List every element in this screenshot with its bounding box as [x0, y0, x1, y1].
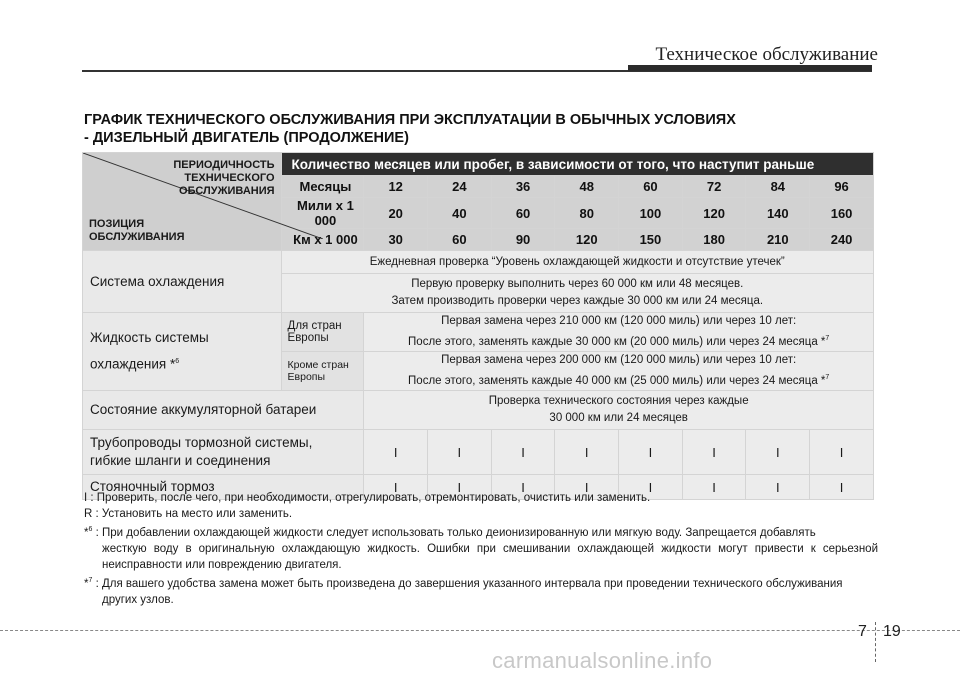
miles-row-label: Мили x 1 000: [281, 198, 364, 229]
coolant-europe-label: Для стран Европы: [281, 313, 364, 352]
corner-position-label: ПОЗИЦИЯ ОБСЛУЖИВАНИЯ: [89, 218, 185, 243]
note6-text: : При добавлении охлаждающей жидкости следует использовать только деионизированную или мягкую воду. Запрещается добавлять: [92, 526, 816, 539]
months-row-value: 24: [428, 176, 492, 198]
schedule-title-line1: ГРАФИК ТЕХНИЧЕСКОГО ОБСЛУЖИВАНИЯ ПРИ ЭКСПЛУАТАЦИИ В ОБЫЧНЫХ УСЛОВИЯХ: [84, 112, 736, 128]
coolant-non-europe-schedule: [364, 352, 874, 391]
inspect-mark: I: [364, 475, 428, 500]
note6-key: *: [84, 526, 89, 539]
note7-key: *: [84, 577, 89, 590]
inspect-mark: I: [746, 475, 810, 500]
battery-schedule: [364, 391, 874, 430]
maintenance-table: [82, 152, 874, 500]
inspect-mark: I: [682, 475, 746, 500]
note7-continuation: других узлов.: [102, 593, 174, 606]
km-row-label: Км x 1 000: [281, 229, 364, 251]
page-number: 19: [883, 623, 901, 640]
miles-row-value: 80: [555, 198, 619, 229]
km-row-value: 150: [619, 229, 683, 251]
coolant-non-europe-line2: После этого, заменять каждые 40 000 км (25 000 миль) или через 24 месяца *$^7$: [408, 374, 830, 387]
interval-header: Количество месяцев или пробег, в зависимости от того, что наступит раньше: [281, 153, 873, 176]
km-row-value: 240: [810, 229, 874, 251]
coolant-label-line1: Жидкость системы: [90, 330, 209, 346]
coolant-europe-schedule: [364, 313, 874, 352]
legend-replace: [84, 506, 878, 522]
legend: [84, 490, 878, 608]
legend-replace-text: Установить на место или заменить.: [101, 508, 293, 520]
months-row-value: 84: [746, 176, 810, 198]
inspect-mark: I: [428, 430, 492, 475]
section-title: Техническое обслуживание: [655, 44, 878, 65]
schedule-title-line2: - ДИЗЕЛЬНЫЙ ДВИГАТЕЛЬ (ПРОДОЛЖЕНИЕ): [84, 130, 409, 146]
inspect-mark: I: [682, 430, 746, 475]
brake-lines-row: [83, 430, 874, 475]
km-row-value: 60: [428, 229, 492, 251]
cooling-system-row: [83, 251, 874, 274]
coolant-row: [83, 313, 874, 352]
inspect-mark: I: [364, 430, 428, 475]
brake-lines-label-line2: гибкие шланги и соединения: [90, 453, 271, 468]
battery-row: [83, 391, 874, 430]
km-row-value: 120: [555, 229, 619, 251]
legend-replace-key: R :: [84, 508, 102, 520]
legend-inspect-text: Проверить, после чего, при необходимости, отрегулировать, отремонтировать, очистить или заменить.: [96, 492, 651, 504]
chapter-number: 7: [858, 623, 867, 640]
coolant-non-europe-line1: Первая замена через 200 000 км (120 000 миль) или через 10 лет:: [441, 354, 797, 367]
inspect-mark: I: [555, 430, 619, 475]
battery-line1: Проверка технического состояния через каждые: [488, 395, 749, 407]
km-row-value: 210: [746, 229, 810, 251]
inspect-mark: I: [619, 430, 683, 475]
miles-row-value: 160: [810, 198, 874, 229]
inspect-mark: I: [810, 430, 874, 475]
miles-row-value: 120: [682, 198, 746, 229]
months-row-value: 48: [555, 176, 619, 198]
coolant-europe-line2: После этого, заменять каждые 30 000 км (20 000 миль) или через 24 месяца *$^7$: [408, 335, 830, 348]
km-row-value: 30: [364, 229, 428, 251]
cooling-system-label: Система охлаждения: [83, 251, 282, 313]
miles-row-value: 40: [428, 198, 492, 229]
coolant-label: [83, 313, 282, 391]
miles-row-value: 20: [364, 198, 428, 229]
watermark: carmanualsonline.info: [492, 648, 713, 673]
footer-rule: [0, 630, 960, 632]
note6-continuation: жесткую воду в оригинальную охлаждающую жидкость. Ошибки при смешивании охлаждающей жидкости могут привести к серьезной неисправности или повреждению двигателя.: [102, 542, 878, 571]
legend-inspect: [84, 490, 878, 506]
page-separator: [875, 622, 877, 662]
months-row-value: 36: [491, 176, 555, 198]
months-row-label: Месяцы: [281, 176, 364, 198]
months-row-value: 72: [682, 176, 746, 198]
table-corner-header: [83, 153, 282, 251]
legend-note7: [84, 573, 878, 608]
inspect-mark: I: [810, 475, 874, 500]
footnote-ref: 7: [825, 374, 830, 382]
inspect-mark: I: [491, 430, 555, 475]
inspect-mark: I: [428, 475, 492, 500]
km-row-value: 90: [491, 229, 555, 251]
inspect-mark: I: [746, 430, 810, 475]
footnote-ref: 6: [175, 358, 180, 366]
schedule-title: [84, 111, 884, 147]
inspect-mark: I: [555, 475, 619, 500]
footnote-ref: 7: [825, 335, 830, 343]
legend-note6: [84, 522, 878, 573]
coolant-non-europe-label: Кроме стран Европы: [281, 352, 364, 391]
months-row-value: 96: [810, 176, 874, 198]
cooling-inspect-line1: Первую проверку выполнить через 60 000 км или 48 месяцев.: [411, 278, 744, 290]
note6-sup: 6: [88, 526, 93, 533]
miles-row-value: 140: [746, 198, 810, 229]
parking-brake-label: Стояночный тормоз: [83, 475, 364, 500]
cooling-system-inspection: [281, 274, 873, 313]
inspect-mark: I: [491, 475, 555, 500]
battery-line2: 30 000 км или 24 месяцев: [549, 412, 688, 424]
header-bar: [628, 65, 872, 71]
battery-label: Состояние аккумуляторной батареи: [83, 391, 364, 430]
months-row-value: 60: [619, 176, 683, 198]
cooling-system-daily-check: [281, 251, 873, 274]
cooling-inspect-line2: Затем производить проверки через каждые 30 000 км или 24 месяца.: [391, 295, 764, 307]
brake-lines-label: [83, 430, 364, 475]
months-row-value: 12: [364, 176, 428, 198]
miles-row-value: 100: [619, 198, 683, 229]
inspect-mark: I: [619, 475, 683, 500]
cooling-daily-text: Ежедневная проверка “Уровень охлаждающей жидкости и отсутствие утечек”: [369, 255, 785, 268]
note7-sup: 7: [88, 576, 93, 584]
legend-inspect-key: I :: [84, 492, 97, 504]
note7-text: : Для вашего удобства замена может быть произведена до завершения указанного интервала при проведении технического обслуживания: [92, 577, 843, 590]
coolant-europe-line1: Первая замена через 210 000 км (120 000 миль) или через 10 лет:: [441, 315, 797, 328]
corner-periodicity-label: ПЕРИОДИЧНОСТЬ ТЕХНИЧЕСКОГО ОБСЛУЖИВАНИЯ: [173, 159, 275, 197]
coolant-label-line2: охлаждения *$^6$: [90, 356, 180, 372]
km-row-value: 180: [682, 229, 746, 251]
brake-lines-label-line1: Трубопроводы тормозной системы,: [90, 435, 313, 450]
miles-row-value: 60: [491, 198, 555, 229]
